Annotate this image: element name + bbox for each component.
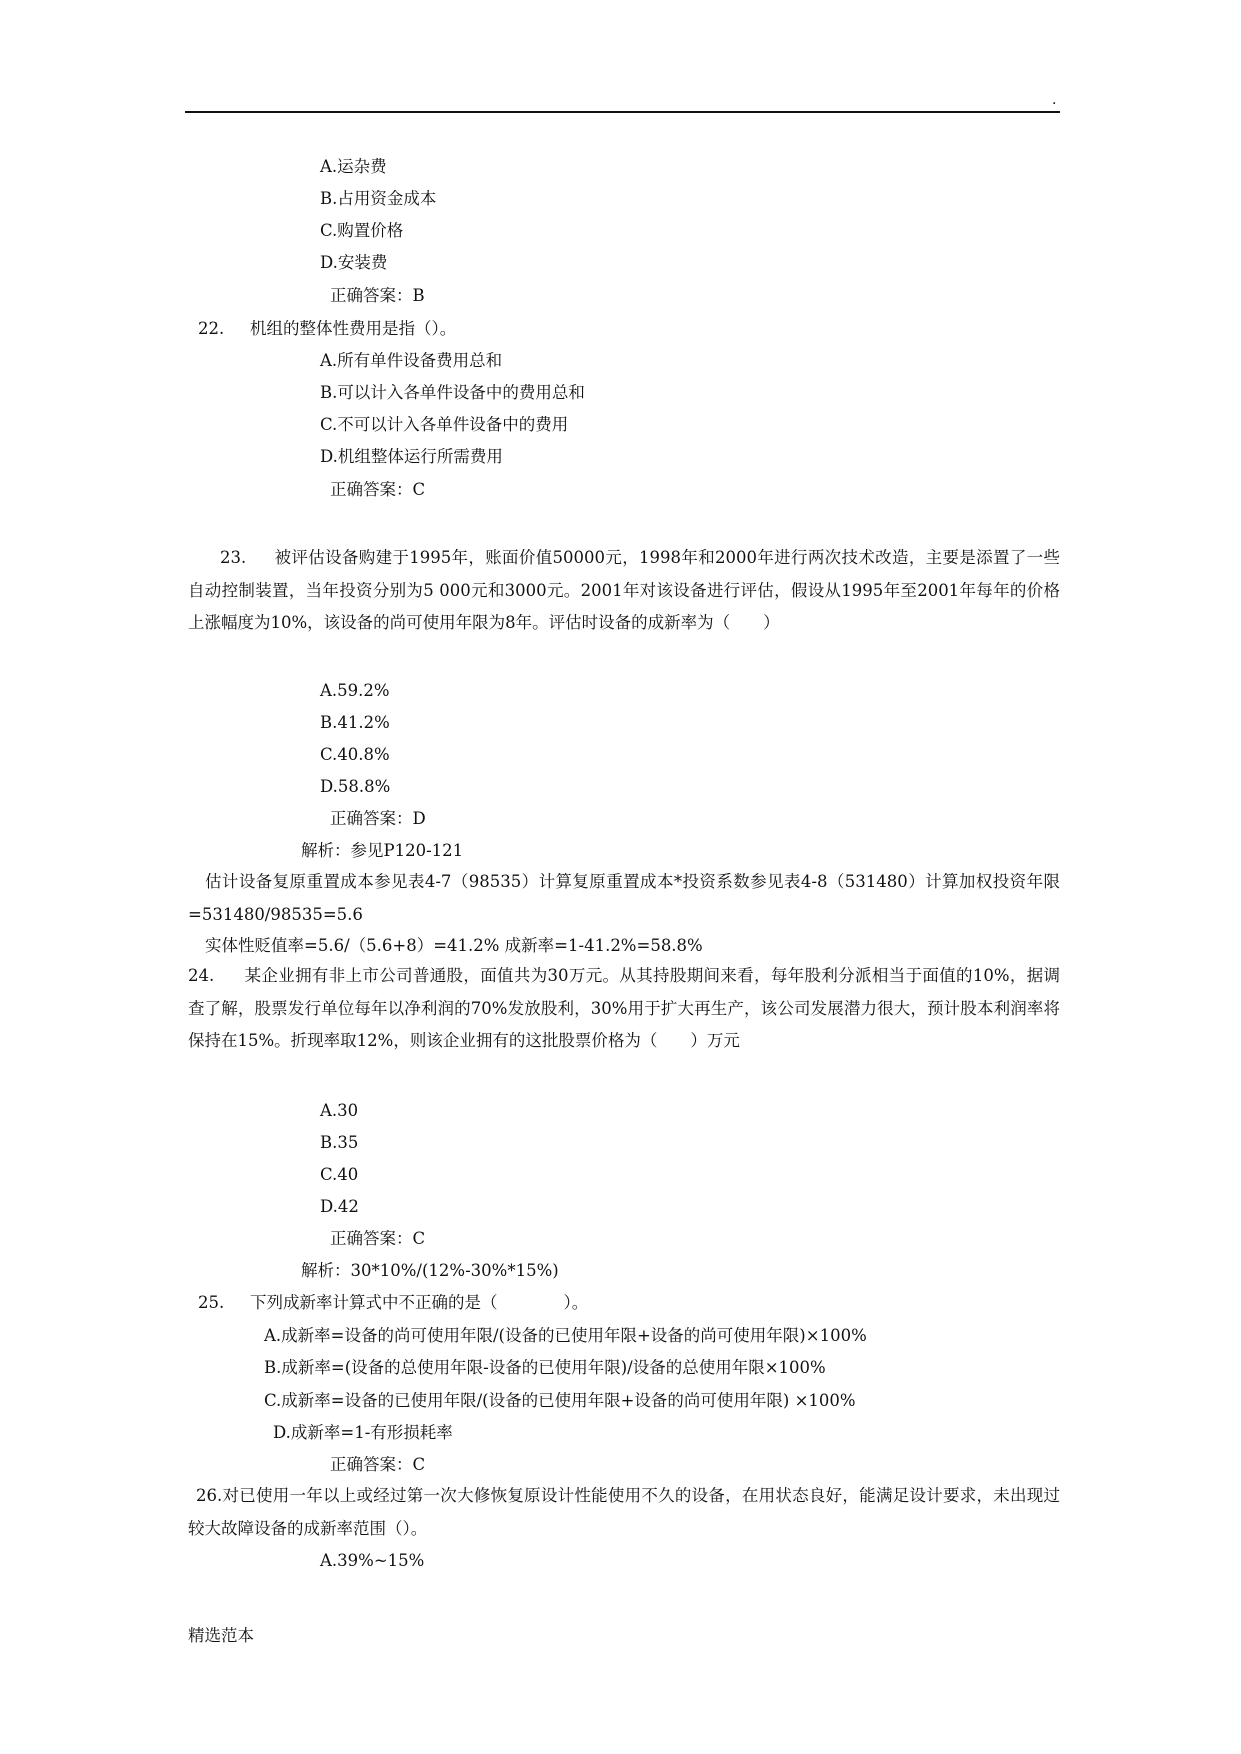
answer: 正确答案：D — [330, 809, 426, 828]
option-d: D.安装费 — [320, 253, 388, 272]
option-b: B.占用资金成本 — [320, 189, 437, 208]
answer: 正确答案：B — [330, 286, 425, 305]
answer: 正确答案：C — [330, 1455, 426, 1474]
option-a: A.30 — [320, 1101, 359, 1120]
option-b: B.35 — [320, 1133, 359, 1152]
option-d: D.58.8% — [320, 777, 391, 796]
answer: 正确答案：C — [330, 480, 426, 499]
option-c: C.成新率=设备的已使用年限/(设备的已使用年限+设备的尚可使用年限) ×100% — [264, 1391, 856, 1410]
question-24 — [188, 960, 1060, 1058]
option-d: D.42 — [320, 1197, 359, 1216]
explanation-detail: 估计设备复原重置成本参见表4-7（98535）计算复原重置成本*投资系数参见表4-8（531480）计算加权投资年限=531480/98535=5.6 — [188, 872, 1060, 924]
question-stem: 26.对已使用一年以上或经过第一次大修恢复原设计性能使用不久的设备，在用状态良好，能满足设计要求，未出现过较大故障设备的成新率范围（）。 — [188, 1486, 1060, 1538]
header-mark: . — [1052, 92, 1057, 108]
option-b: B.成新率=(设备的总使用年限-设备的已使用年限)/设备的总使用年限×100% — [264, 1358, 826, 1377]
option-c: C.购置价格 — [320, 221, 404, 240]
option-a: A.39%~15% — [320, 1551, 425, 1570]
option-a: A.成新率=设备的尚可使用年限/(设备的已使用年限+设备的尚可使用年限)×100% — [264, 1326, 867, 1345]
question-stem: 机组的整体性费用是指（）。 — [250, 319, 457, 338]
explanation: 解析：参见P120-121 — [301, 841, 464, 860]
explanation-detail: 实体性贬值率=5.6/（5.6+8）=41.2% 成新率=1-41.2%=58.8% — [205, 936, 703, 955]
option-a: A.59.2% — [320, 681, 390, 700]
question-number: 24. — [188, 966, 215, 985]
option-b: B.41.2% — [320, 713, 390, 732]
explanation: 解析：30*10%/(12%-30%*15%) — [301, 1261, 559, 1280]
option-b: B.可以计入各单件设备中的费用总和 — [320, 383, 585, 402]
option-c: C.40.8% — [320, 745, 390, 764]
question-number: 22. — [198, 319, 225, 338]
question-stem: 被评估设备购建于1995年，账面价值50000元，1998年和2000年进行两次技术改造，主要是添置了一些自动控制装置，当年投资分别为5 000元和3000元。2001年对该设备进行评估，假设从1995年至2001年每年的价格上涨幅度为10%，该设备的尚可使用年限为8年。评估时设备的成新率为（ ） — [188, 548, 1060, 632]
question-number: 25. — [198, 1293, 225, 1312]
question-number: 23. — [220, 548, 247, 567]
option-a: A.所有单件设备费用总和 — [320, 351, 503, 370]
header-rule — [185, 111, 1060, 113]
option-d: D.成新率=1-有形损耗率 — [273, 1423, 453, 1442]
question-23 — [188, 542, 1060, 640]
option-c: C.40 — [320, 1165, 359, 1184]
answer: 正确答案：C — [330, 1229, 426, 1248]
option-d: D.机组整体运行所需费用 — [320, 447, 503, 466]
question-stem: 某企业拥有非上市公司普通股，面值共为30万元。从其持股期间来看，每年股利分派相当于面值的10%，据调查了解，股票发行单位每年以净利润的70%发放股利，30%用于扩大再生产，该公司发展潜力很大，预计股本利润率将保持在15%。折现率取12%，则该企业拥有的这批股票价格为（ ）万元 — [188, 966, 1060, 1050]
question-stem: 下列成新率计算式中不正确的是（ ）。 — [250, 1293, 589, 1312]
option-a: A.运杂费 — [320, 157, 387, 176]
option-c: C.不可以计入各单件设备中的费用 — [320, 415, 569, 434]
footer-text: 精选范本 — [188, 1626, 254, 1645]
